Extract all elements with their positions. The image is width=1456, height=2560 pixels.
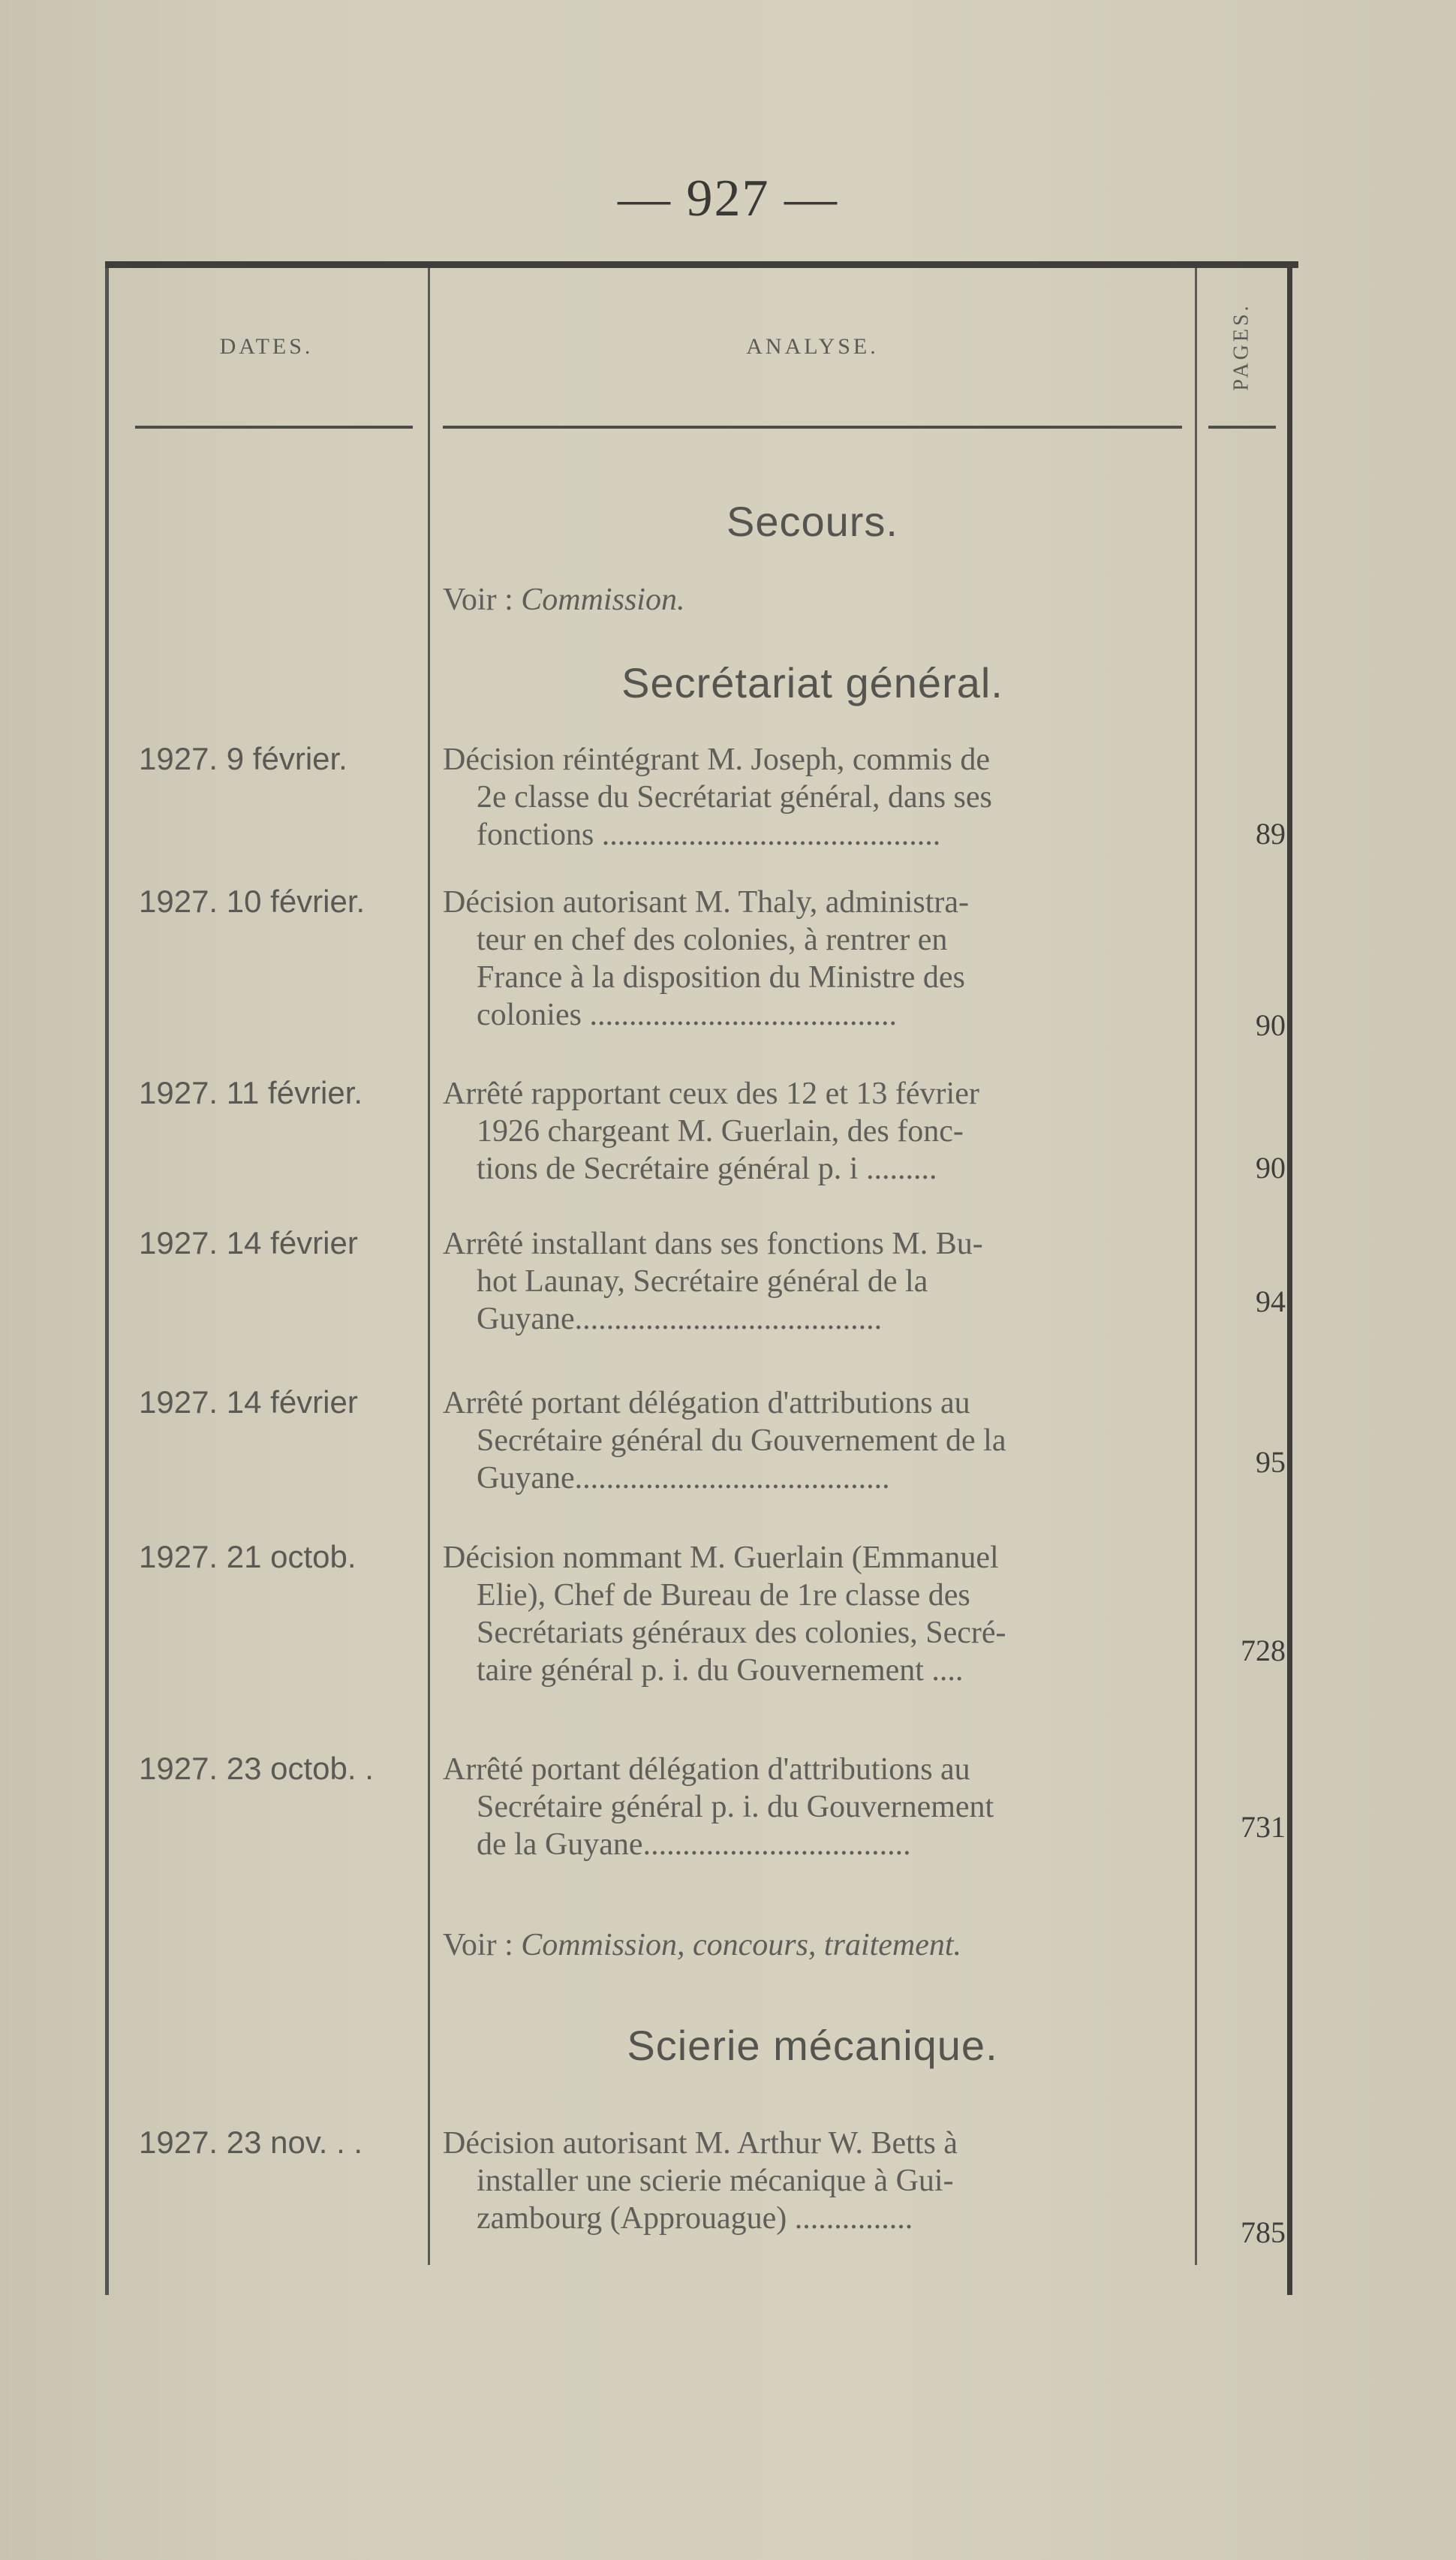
entry-page: 90 [1256,1008,1286,1042]
entry-analyse [443,1225,1186,1338]
analyse-line: Guyane........................................ [477,1461,890,1495]
analyse-line: installer une scierie mécanique à Gui- [477,2164,954,2198]
analyse-line: zambourg (Approuague) ............... [477,2201,913,2236]
analyse-line: Décision nommant M. Guerlain (Emmanuel [443,1541,999,1575]
section-title-secours: Secours. [726,498,898,545]
entry-page: 785 [1241,2215,1286,2249]
analyse-line: teur en chef des colonies, à rentrer en [477,923,948,957]
entry-date: 1927. 23 octob. . [139,1751,374,1786]
table-right-border [1287,268,1292,2295]
header-pages: PAGES. [1230,303,1253,391]
entry-date: 1927. 14 février [139,1384,358,1420]
analyse-line: Décision autorisant M. Arthur W. Betts à [443,2126,958,2161]
entry-date: 1927. 21 octob. [139,1539,356,1574]
analyse-line: Arrêté installant dans ses fonctions M. Bu- [443,1227,983,1261]
entry-date: 1927. 10 février. [139,884,366,919]
analyse-line: 1926 chargeant M. Guerlain, des fonc- [477,1114,964,1149]
voir-prefix: Voir : [443,1928,513,1962]
analyse-line: Secrétaire général du Gouvernement de la [477,1423,1006,1458]
header-rule [443,426,1182,429]
analyse-line: 2e classe du Secrétariat général, dans ses [477,780,992,815]
voir-refs: Commission. [521,583,685,617]
header-rule [1208,426,1276,429]
analyse-line: Secrétariats généraux des colonies, Secré- [477,1616,1006,1650]
entry-analyse [443,1751,1186,1863]
voir-prefix: Voir : [443,583,513,617]
entry-date: 1927. 11 février. [139,1075,363,1110]
analyse-line: Arrêté portant délégation d'attributions au [443,1752,970,1787]
header-dates: DATES. [219,334,314,359]
analyse-line: tions de Secrétaire général p. i ......... [477,1152,937,1186]
entry-date: 1927. 14 février [139,1225,358,1260]
analyse-line: de la Guyane.................................. [477,1827,911,1862]
entry-date: 1927. 23 nov. . . [139,2125,363,2160]
voir-secours [443,582,1193,618]
entry-page: 90 [1256,1151,1286,1185]
entry-analyse [443,1075,1186,1188]
entry-analyse [443,1539,1186,1689]
entry-page: 89 [1256,817,1286,851]
index-table [105,268,1298,2295]
analyse-line: Décision réintégrant M. Joseph, commis de [443,742,991,777]
analyse-line: France à la disposition du Ministre des [477,960,965,995]
analyse-line: hot Launay, Secrétaire général de la [477,1264,928,1299]
section-title-secretariat: Secrétariat général. [621,659,1003,706]
analyse-line: colonies ....................................... [477,998,897,1032]
table-left-border [105,268,109,2295]
analyse-line: Guyane....................................... [477,1302,883,1336]
header-rule [135,426,413,429]
analyse-line: Décision autorisant M. Thaly, administra- [443,885,970,920]
analyse-line: taire général p. i. du Gouvernement .... [477,1653,964,1688]
entry-analyse [443,2125,1186,2237]
analyse-line: Secrétaire général p. i. du Gouvernement [477,1790,994,1824]
header-pages-cell [1197,268,1287,426]
section-title-scierie: Scierie mécanique. [627,2022,998,2069]
column-divider-dates [428,268,430,2265]
entry-date: 1927. 9 février. [139,741,347,776]
top-rule [105,261,1298,268]
analyse-line: Elie), Chef de Bureau de 1re classe des [477,1578,970,1613]
voir-secretariat [443,1927,1193,1963]
column-divider-analyse [1195,268,1197,2265]
entry-page: 94 [1256,1285,1286,1318]
header-analyse: ANALYSE. [746,334,879,359]
page-number: — 927 — [618,170,838,227]
analyse-line: Arrêté portant délégation d'attributions au [443,1386,970,1420]
entry-analyse [443,1384,1186,1497]
entry-page: 95 [1256,1445,1286,1479]
analyse-line: Arrêté rapportant ceux des 12 et 13 février [443,1077,979,1111]
analyse-line: fonctions ........................................... [477,818,941,852]
entry-page: 728 [1241,1634,1286,1667]
entry-analyse [443,884,1186,1034]
entry-page: 731 [1241,1810,1286,1844]
voir-refs: Commission, concours, traitement. [521,1928,962,1962]
entry-analyse [443,741,1186,854]
